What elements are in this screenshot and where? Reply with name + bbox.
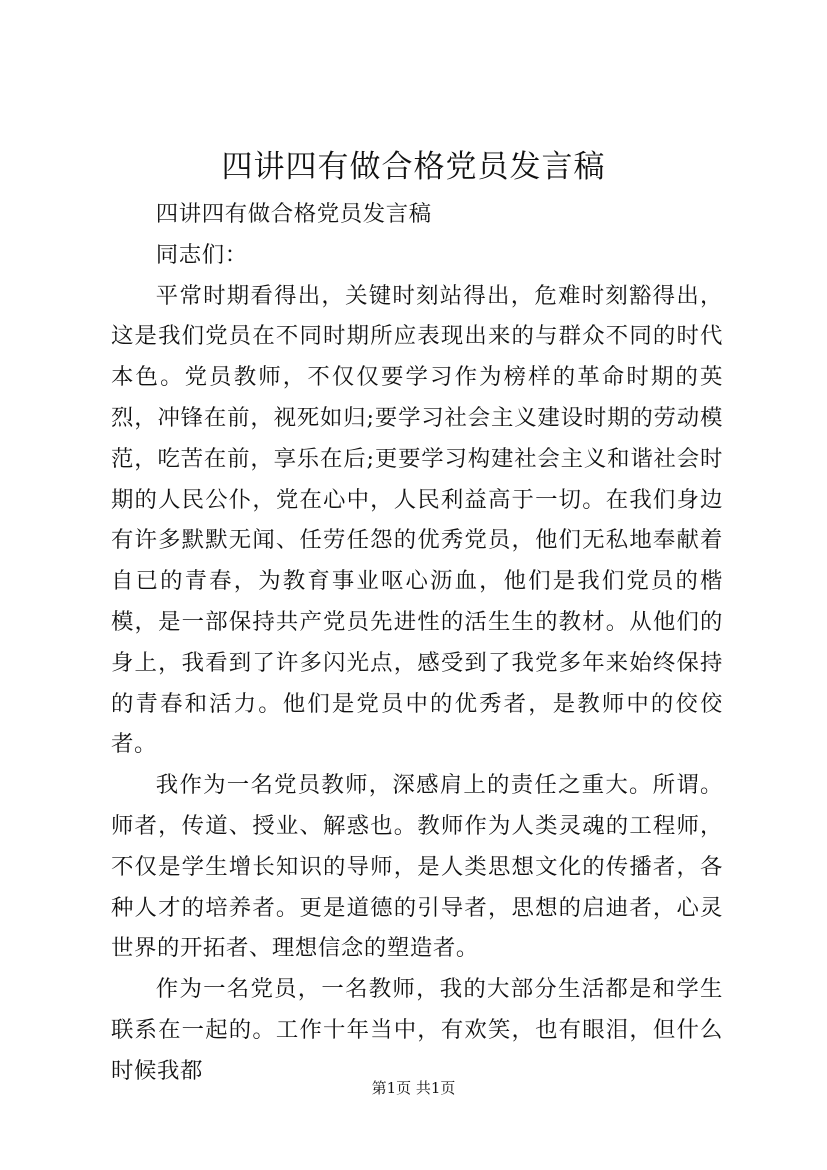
body-paragraph-4: 我作为一名党员教师，深感肩上的责任之重大。所谓。师者，传道、授业、解惑也。教师作为人类灵魂的工程师，不仅是学生增长知识的导师，是人类思想文化的传播者，各种人才的培养者。更是道德的引导者，思想的启迪者，心灵世界的开拓者、理想信念的塑造者。 [111,772,723,962]
document-title: 四讲四有做合格党员发言稿 [221,149,606,185]
body-paragraph-1: 四讲四有做合格党员发言稿 [155,201,432,227]
body-paragraph-2: 同志们： [155,241,248,268]
body-paragraph-3: 平常时期看得出，关键时刻站得出，危难时刻豁得出，这是我们党员在不同时期所应表现出来的与群众不同的时代本色。党员教师，不仅仅要学习作为榜样的革命时期的英烈，冲锋在前，视死如归;要学习社会主义建设时期的劳动模范，吃苦在前，享乐在后;更要学习构建社会主义和谐社会时期的人民公仆，党在心中，人民利益高于一切。在我们身边有许多默默无闻、任劳任怨的优秀党员，他们无私地奉献着自已的青春，为教育事业呕心沥血，他们是我们党员的楷模，是一部保持共产党员先进性的活生生的教材。从他们的身上，我看到了许多闪光点，感受到了我党多年来始终保持的青春和活力。他们是党员中的优秀者，是教师中的佼佼者。 [111,282,723,758]
document-body [111,194,723,1092]
body-paragraph-5: 作为一名党员，一名教师，我的大部分生活都是和学生联系在一起的。工作十年当中，有欢笑，也有眼泪，但什么时候我都 [111,976,723,1084]
page-number-footer: 第1页 共1页 [371,1079,456,1097]
